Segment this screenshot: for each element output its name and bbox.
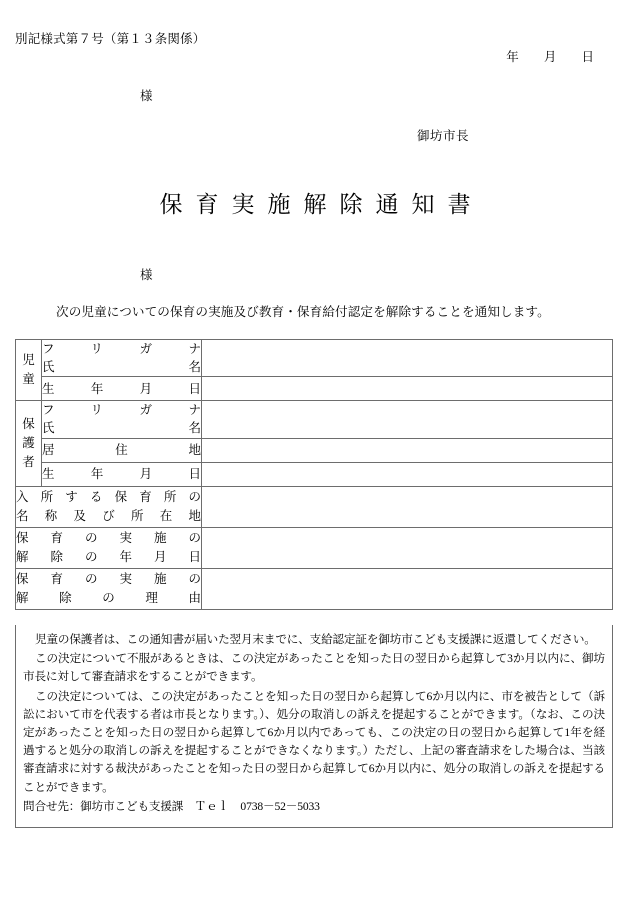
group-label-guardian-char-2: 護 (22, 436, 35, 450)
label-guardian-furigana-name (42, 401, 202, 438)
group-label-child-char-2: 童 (22, 372, 35, 387)
label-nursery-line-1: 入所する保育所の (16, 490, 201, 505)
label-cancellation-reason (16, 568, 202, 609)
date-month-label: 月 (543, 50, 557, 64)
page-title: 保育実施解除通知書 (159, 192, 484, 217)
label-cancellation-date-line-1: 保育の実施の (16, 531, 201, 546)
value-nursery-name-address[interactable] (202, 486, 613, 527)
label-guardian-birthdate (42, 462, 202, 486)
label-guardian-name: 氏名 (42, 421, 201, 436)
group-label-guardian-char-1: 保 (22, 417, 35, 432)
value-guardian-address[interactable] (202, 438, 613, 462)
table-row (16, 340, 613, 377)
label-cancellation-date-line-2: 解除の年月日 (16, 549, 201, 564)
value-cancellation-date[interactable] (202, 527, 613, 568)
label-child-furigana: フリガナ (42, 342, 201, 356)
label-child-birthdate-text: 生年月日 (42, 381, 201, 396)
table-row (16, 462, 613, 486)
form-number: 別記様式第７号（第１３条関係） (15, 32, 206, 46)
label-nursery-line-2: 名称及び所在地 (16, 508, 201, 523)
value-child-birthdate[interactable] (202, 377, 613, 401)
value-guardian-name[interactable] (202, 401, 613, 438)
note-paragraph-2: この決定について不服があるときは、この決定があったことを知った日の翌日から起算して3か月以内に、御坊市長に対して審査請求をすることができます。 (23, 652, 605, 684)
label-child-furigana-name (42, 340, 202, 377)
label-guardian-address-text: 居住地 (42, 442, 201, 457)
label-child-name: 氏名 (42, 360, 201, 375)
date-day-label: 日 (581, 50, 594, 64)
table-row (16, 568, 613, 609)
group-label-child-char-1: 児 (22, 353, 35, 368)
form-table (15, 339, 613, 610)
table-row (16, 401, 613, 438)
note-paragraph-3: この決定については、この決定があったことを知った日の翌日から起算して6か月以内に、市を被告として（訴訟において市を代表する者は市長となります。）、処分の取消しの訴えを提起することができます。（なお、この決定があったことを知った日の翌日から起算して6か月以内であっても、この決定の日の翌日から起算して1年を経過すると処分の取消しの訴えを提起することができなくなります。）ただし、上記の審査請求をした場合は、当該審査請求に対する裁決があったことを知った日の翌日から起算して6か月以内に、処分の取消しの訴えを提起することができます。 (23, 689, 605, 794)
issuer-name: 御坊市長 (417, 129, 470, 143)
group-label-child (16, 340, 42, 401)
label-cancellation-reason-line-2: 解除の理由 (16, 590, 201, 605)
note-paragraph-1: 児童の保護者は、この通知書が届いた翌月末までに、支給認定証を御坊市こども支援課に返還してください。 (35, 633, 596, 646)
intro-text: 次の児童についての保育の実施及び教育・保育給付認定を解除することを通知します。 (56, 305, 550, 319)
group-label-guardian-char-3: 者 (22, 454, 35, 469)
date-year-label: 年 (506, 50, 519, 64)
label-cancellation-date (16, 527, 202, 568)
table-row (16, 527, 613, 568)
group-label-guardian (16, 401, 42, 486)
contact-line: 問合せ先：御坊市こども支援課 Ｔｅｌ 0738－52－5033 (23, 799, 320, 813)
label-cancellation-reason-line-1: 保育の実施の (16, 572, 201, 587)
value-guardian-birthdate[interactable] (202, 462, 613, 486)
table-row (16, 377, 613, 401)
date-line (506, 47, 594, 65)
addressee-honorific-top: 様 (140, 89, 153, 103)
addressee-honorific-second: 様 (140, 268, 153, 282)
label-nursery-name-address (16, 486, 202, 527)
table-row (16, 438, 613, 462)
label-guardian-furigana: フリガナ (42, 403, 201, 418)
notes-block (15, 625, 613, 828)
value-cancellation-reason[interactable] (202, 568, 613, 609)
label-guardian-birthdate-text: 生年月日 (42, 466, 201, 481)
table-row (16, 486, 613, 527)
label-guardian-address (42, 438, 202, 462)
label-child-birthdate (42, 377, 202, 401)
form-table-wrapper (15, 339, 613, 610)
value-child-name[interactable] (202, 340, 613, 377)
